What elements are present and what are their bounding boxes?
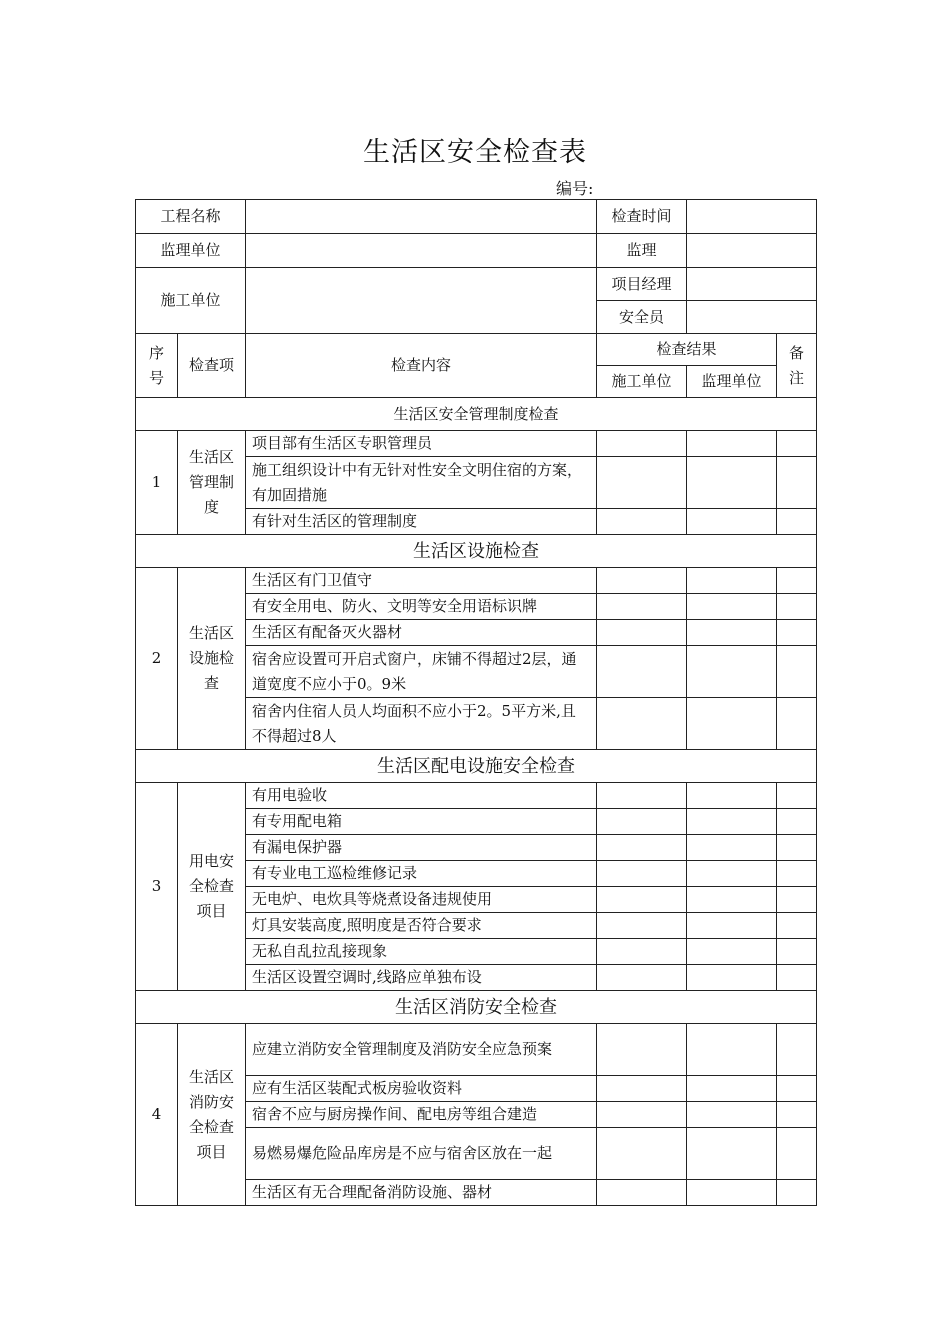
result-supervision-cell[interactable] bbox=[687, 809, 777, 835]
check-item: 应建立消防安全管理制度及消防安全应急预案 bbox=[246, 1024, 597, 1076]
remark-cell[interactable] bbox=[777, 887, 817, 913]
result-supervision-cell[interactable] bbox=[687, 1102, 777, 1128]
check-item: 有用电验收 bbox=[246, 783, 597, 809]
column-content: 检查内容 bbox=[246, 334, 597, 398]
table-row bbox=[136, 1024, 817, 1076]
section-title: 生活区设施检查 bbox=[136, 535, 817, 568]
result-construction-cell[interactable] bbox=[597, 939, 687, 965]
check-item: 有专用配电箱 bbox=[246, 809, 597, 835]
result-supervision-cell[interactable] bbox=[687, 698, 777, 750]
column-result-supervision: 监理单位 bbox=[687, 366, 777, 398]
page-title: 生活区安全检查表 bbox=[363, 137, 587, 168]
result-supervision-cell[interactable] bbox=[687, 913, 777, 939]
result-construction-cell[interactable] bbox=[597, 1128, 687, 1180]
result-construction-cell[interactable] bbox=[597, 620, 687, 646]
remark-cell[interactable] bbox=[777, 646, 817, 698]
result-supervision-cell[interactable] bbox=[687, 783, 777, 809]
remark-cell[interactable] bbox=[777, 939, 817, 965]
remark-cell[interactable] bbox=[777, 835, 817, 861]
check-item: 灯具安装高度,照明度是否符合要求 bbox=[246, 913, 597, 939]
check-item: 宿舍不应与厨房操作间、配电房等组合建造 bbox=[246, 1102, 597, 1128]
section-category: 生活区管理制度 bbox=[178, 431, 246, 535]
check-item: 项目部有生活区专职管理员 bbox=[246, 431, 597, 457]
result-supervision-cell[interactable] bbox=[687, 965, 777, 991]
result-supervision-cell[interactable] bbox=[687, 594, 777, 620]
section-title: 生活区消防安全检查 bbox=[136, 991, 817, 1024]
remark-cell[interactable] bbox=[777, 1102, 817, 1128]
result-construction-cell[interactable] bbox=[597, 698, 687, 750]
result-supervision-cell[interactable] bbox=[687, 939, 777, 965]
check-item: 有专业电工巡检维修记录 bbox=[246, 861, 597, 887]
result-supervision-cell[interactable] bbox=[687, 568, 777, 594]
construction-unit-label: 施工单位 bbox=[136, 268, 246, 334]
result-construction-cell[interactable] bbox=[597, 1180, 687, 1206]
section-category: 生活区消防安全检查项目 bbox=[178, 1024, 246, 1206]
section-number: 2 bbox=[136, 568, 178, 750]
check-item: 应有生活区装配式板房验收资料 bbox=[246, 1076, 597, 1102]
result-construction-cell[interactable] bbox=[597, 913, 687, 939]
remark-cell[interactable] bbox=[777, 431, 817, 457]
remark-cell[interactable] bbox=[777, 457, 817, 509]
column-result: 检查结果 bbox=[597, 334, 777, 366]
result-construction-cell[interactable] bbox=[597, 835, 687, 861]
section-title: 生活区安全管理制度检查 bbox=[136, 398, 817, 431]
result-supervision-cell[interactable] bbox=[687, 1128, 777, 1180]
check-item: 生活区设置空调时,线路应单独布设 bbox=[246, 965, 597, 991]
result-construction-cell[interactable] bbox=[597, 887, 687, 913]
remark-cell[interactable] bbox=[777, 1128, 817, 1180]
result-construction-cell[interactable] bbox=[597, 861, 687, 887]
result-supervision-cell[interactable] bbox=[687, 620, 777, 646]
column-seq: 序号 bbox=[136, 334, 178, 398]
remark-cell[interactable] bbox=[777, 913, 817, 939]
check-time-field[interactable] bbox=[687, 200, 817, 234]
check-item: 有安全用电、防火、文明等安全用语标识牌 bbox=[246, 594, 597, 620]
remark-cell[interactable] bbox=[777, 1024, 817, 1076]
result-supervision-cell[interactable] bbox=[687, 861, 777, 887]
remark-cell[interactable] bbox=[777, 1180, 817, 1206]
construction-unit-field[interactable] bbox=[246, 268, 597, 334]
check-item: 无电炉、电炊具等烧煮设备违规使用 bbox=[246, 887, 597, 913]
result-supervision-cell[interactable] bbox=[687, 1024, 777, 1076]
remark-cell[interactable] bbox=[777, 861, 817, 887]
project-manager-label: 项目经理 bbox=[597, 268, 687, 301]
table-row bbox=[136, 431, 817, 457]
result-construction-cell[interactable] bbox=[597, 646, 687, 698]
result-construction-cell[interactable] bbox=[597, 783, 687, 809]
safety-officer-field[interactable] bbox=[687, 301, 817, 334]
result-construction-cell[interactable] bbox=[597, 965, 687, 991]
safety-officer-label: 安全员 bbox=[597, 301, 687, 334]
result-supervision-cell[interactable] bbox=[687, 887, 777, 913]
result-construction-cell[interactable] bbox=[597, 809, 687, 835]
inspection-form bbox=[135, 199, 817, 1206]
result-construction-cell[interactable] bbox=[597, 509, 687, 535]
remark-cell[interactable] bbox=[777, 965, 817, 991]
result-construction-cell[interactable] bbox=[597, 594, 687, 620]
result-supervision-cell[interactable] bbox=[687, 646, 777, 698]
section-category: 用电安全检查项目 bbox=[178, 783, 246, 991]
result-supervision-cell[interactable] bbox=[687, 1076, 777, 1102]
result-supervision-cell[interactable] bbox=[687, 457, 777, 509]
remark-cell[interactable] bbox=[777, 783, 817, 809]
check-item: 生活区有无合理配备消防设施、器材 bbox=[246, 1180, 597, 1206]
check-item: 生活区有配备灭火器材 bbox=[246, 620, 597, 646]
supervision-unit-field[interactable] bbox=[246, 234, 597, 268]
project-manager-field[interactable] bbox=[687, 268, 817, 301]
result-supervision-cell[interactable] bbox=[687, 835, 777, 861]
check-item: 有漏电保护器 bbox=[246, 835, 597, 861]
section-number: 1 bbox=[136, 431, 178, 535]
remark-cell[interactable] bbox=[777, 620, 817, 646]
check-item: 施工组织设计中有无针对性安全文明住宿的方案，有加固措施 bbox=[246, 457, 597, 509]
check-item: 易燃易爆危险品库房是不应与宿舍区放在一起 bbox=[246, 1128, 597, 1180]
remark-cell[interactable] bbox=[777, 568, 817, 594]
result-supervision-cell[interactable] bbox=[687, 1180, 777, 1206]
remark-cell[interactable] bbox=[777, 594, 817, 620]
remark-cell[interactable] bbox=[777, 1076, 817, 1102]
check-item: 生活区有门卫值守 bbox=[246, 568, 597, 594]
section-title: 生活区配电设施安全检查 bbox=[136, 750, 817, 783]
check-time-label: 检查时间 bbox=[597, 200, 687, 234]
table-row bbox=[136, 783, 817, 809]
remark-cell[interactable] bbox=[777, 509, 817, 535]
column-remark: 备注 bbox=[777, 334, 817, 398]
check-item: 宿舍内住宿人员人均面积不应小于2。5平方米,且不得超过8人 bbox=[246, 698, 597, 750]
result-construction-cell[interactable] bbox=[597, 457, 687, 509]
result-supervision-cell[interactable] bbox=[687, 431, 777, 457]
column-result-construction: 施工单位 bbox=[597, 366, 687, 398]
project-name-field[interactable] bbox=[246, 200, 597, 234]
check-item: 宿舍应设置可开启式窗户，床铺不得超过2层，通道宽度不应小于0。9米 bbox=[246, 646, 597, 698]
table-row bbox=[136, 568, 817, 594]
code-label: 编号: bbox=[556, 179, 594, 198]
supervision-unit-label: 监理单位 bbox=[136, 234, 246, 268]
supervisor-label: 监理 bbox=[597, 234, 687, 268]
supervisor-field[interactable] bbox=[687, 234, 817, 268]
result-construction-cell[interactable] bbox=[597, 1102, 687, 1128]
section-number: 4 bbox=[136, 1024, 178, 1206]
remark-cell[interactable] bbox=[777, 698, 817, 750]
result-construction-cell[interactable] bbox=[597, 1076, 687, 1102]
result-construction-cell[interactable] bbox=[597, 431, 687, 457]
column-item: 检查项 bbox=[178, 334, 246, 398]
result-construction-cell[interactable] bbox=[597, 1024, 687, 1076]
result-construction-cell[interactable] bbox=[597, 568, 687, 594]
result-supervision-cell[interactable] bbox=[687, 509, 777, 535]
remark-cell[interactable] bbox=[777, 809, 817, 835]
check-item: 有针对生活区的管理制度 bbox=[246, 509, 597, 535]
project-name-label: 工程名称 bbox=[136, 200, 246, 234]
section-category: 生活区设施检查 bbox=[178, 568, 246, 750]
section-number: 3 bbox=[136, 783, 178, 991]
check-item: 无私自乱拉乱接现象 bbox=[246, 939, 597, 965]
